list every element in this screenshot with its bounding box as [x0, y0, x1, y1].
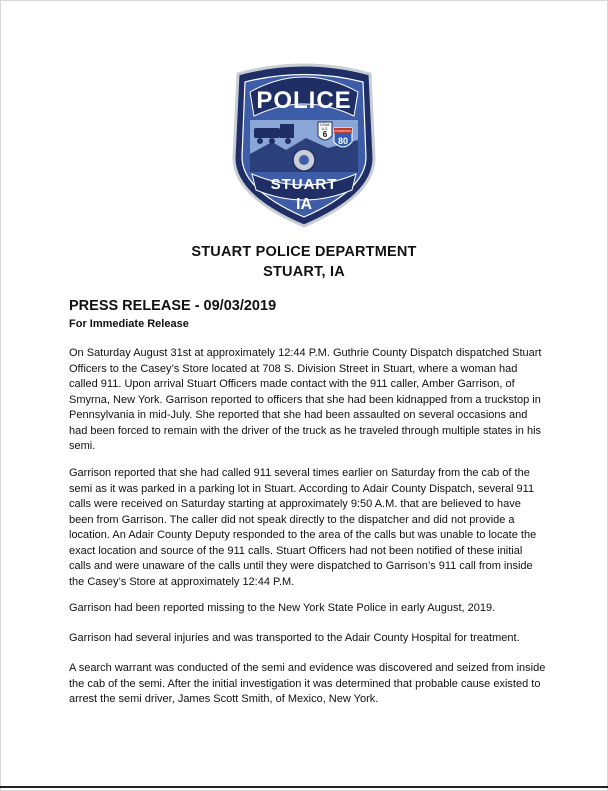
body-paragraph: Garrison had been reported missing to the New York State Police in early August, 2019. — [69, 602, 496, 614]
bottom-divider — [0, 786, 608, 788]
badge-state-text: IA — [296, 196, 312, 213]
us6-number: 6 — [322, 130, 328, 139]
i80-top: INTERSTATE — [334, 129, 352, 133]
department-location: STUART, IA — [263, 264, 345, 280]
body-paragraph: Garrison had several injuries and was transported to the Adair County Hospital for treatment. — [69, 632, 520, 644]
body-paragraph: A search warrant was conducted of the semi and evidence was discovered and seized from inside the cab of the semi. After the initial investigation it was determined that probable cause existed to arrest the semi driver, James Scott Smith, of Mexico, New York. — [69, 662, 546, 705]
department-name: STUART POLICE DEPARTMENT — [191, 244, 417, 260]
police-badge-logo — [228, 62, 380, 230]
i80-number: 80 — [337, 136, 349, 146]
body-paragraph: On Saturday August 31st at approximately 12:44 P.M. Guthrie County Dispatch dispatched Stuart Officers to the Casey’s Store located at 708 S. Division Street in Stuart, where a woman had called 911. Upon arrival Stuart Officers made contact with the 911 caller, Amber Garrison, of Smyrna, New York. Garrison reported to officers that she had been kidnapped from a truckstop in Pennsylvania in mid-July. She reported that she had been assaulted on several occasions and had been forced to remain with the driver of the truck as he traveled through multiple states in his semi. — [69, 347, 542, 452]
us6-top: IOWA — [320, 123, 330, 127]
badge-top-text: POLICE — [256, 87, 352, 114]
us6-mid: U.S. — [321, 127, 329, 131]
badge-bottom-text: STUART — [270, 176, 338, 193]
release-subtitle: For Immediate Release — [69, 318, 189, 330]
press-release-title: PRESS RELEASE - 09/03/2019 — [69, 298, 277, 314]
body-paragraph: Garrison reported that she had called 911 several times earlier on Saturday from the cab of the semi as it was parked in a parking lot in Stuart. According to Adair County Dispatch, several 911 calls were received on Saturday starting at approximately 9:50 A.M. that are believed to have been from Garrison. The caller did not speak directly to the dispatcher and did not provide a location. An Adair County Deputy responded to the area of the calls but was unable to locate the exact location and source of the 911 calls. Stuart Officers had not been notified of these initial calls and were unaware of the calls until they were dispatched to Garrison’s 911 call from inside the Casey’s Store at approximately 12:44 P.M. — [69, 467, 537, 588]
